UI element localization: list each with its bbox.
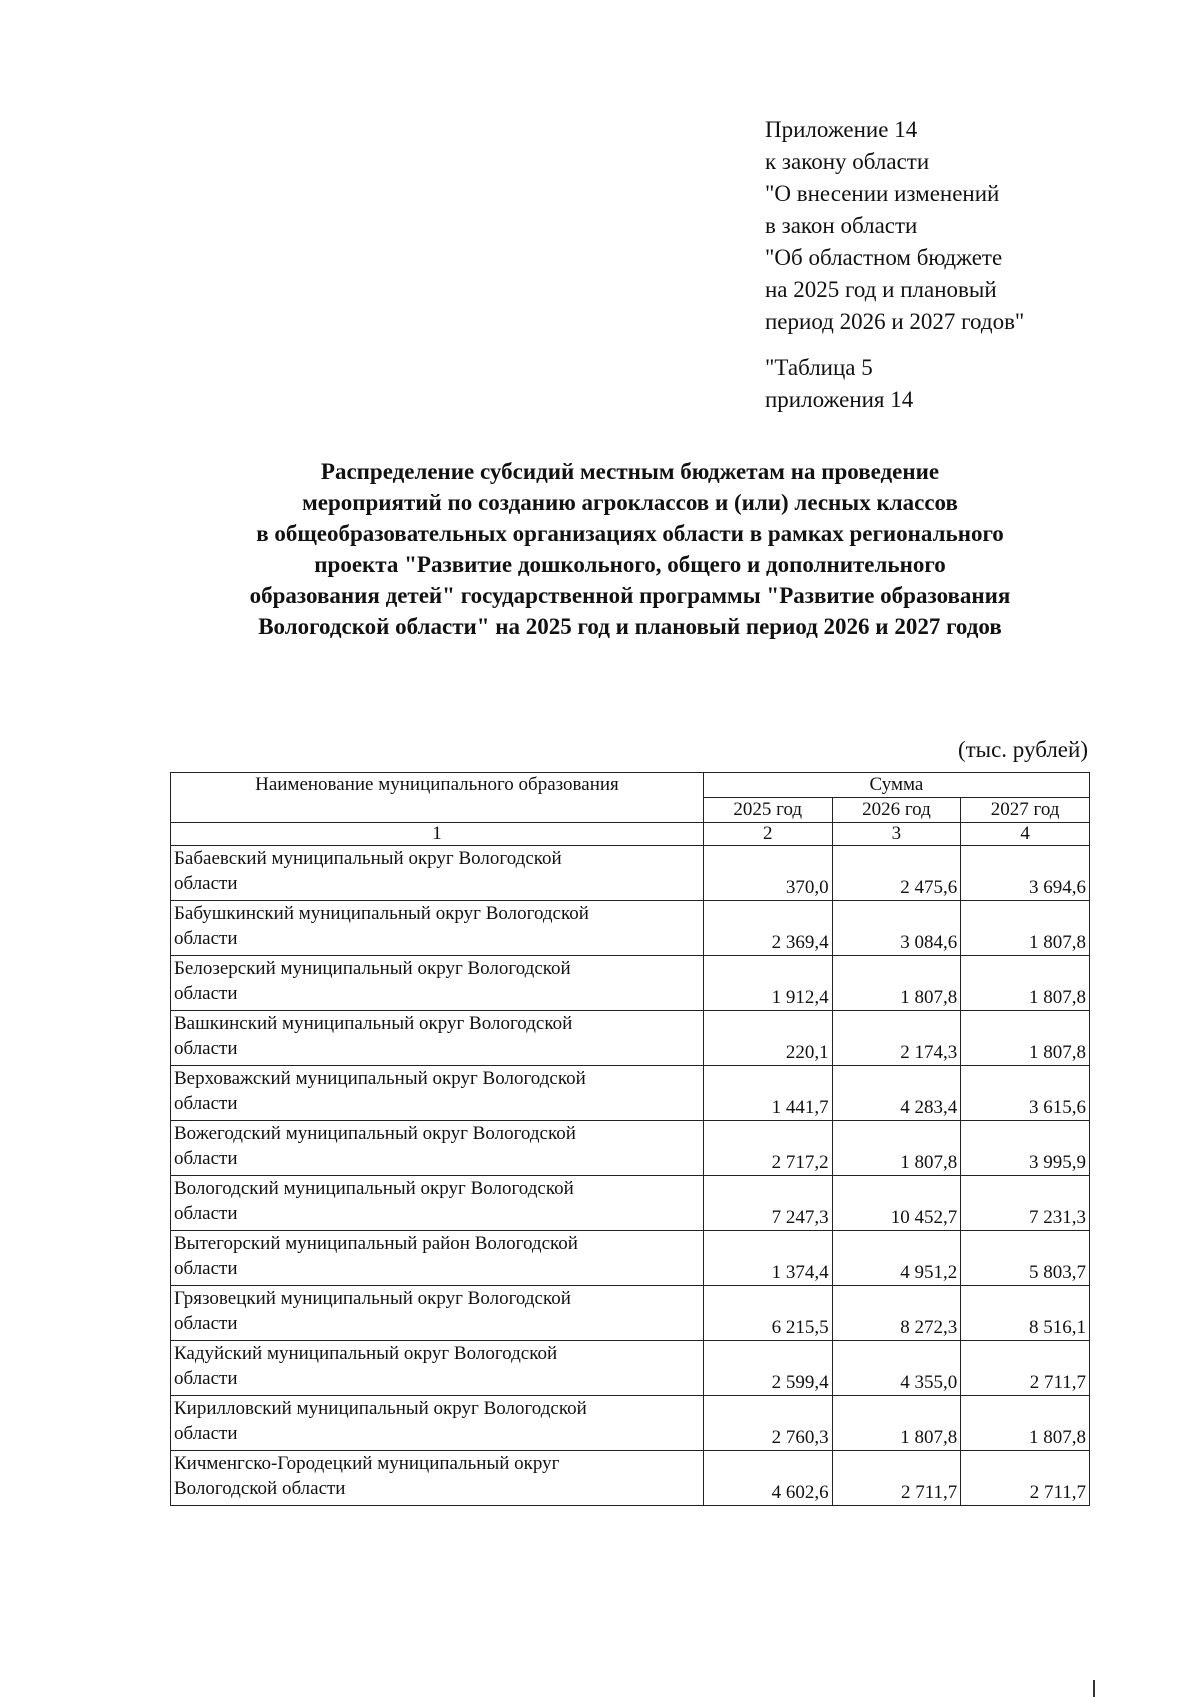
value-2025: 370,0 (703, 846, 832, 901)
value-2026: 4 951,2 (832, 1231, 961, 1286)
header-year-2027: 2027 год (961, 798, 1090, 823)
value-2027: 7 231,3 (961, 1176, 1090, 1231)
name-line: области (174, 1038, 238, 1059)
table-row (171, 1176, 1090, 1231)
table-reference-line: приложения 14 (765, 387, 914, 412)
title-line: Вологодской области" на 2025 год и плановый период 2026 и 2027 годов (258, 614, 1002, 639)
appendix-line: Приложение 14 (765, 117, 918, 142)
value-2027: 1 807,8 (961, 956, 1090, 1011)
municipality-name (171, 1011, 704, 1066)
value-2027: 8 516,1 (961, 1286, 1090, 1341)
appendix-header (765, 114, 1095, 338)
name-line: области (174, 1313, 238, 1334)
name-line: Верховажский муниципальный округ Вологодской (174, 1068, 586, 1089)
title-line: Распределение субсидий местным бюджетам на проведение (320, 459, 940, 484)
name-line: Вожегодский муниципальный округ Вологодской (174, 1123, 576, 1144)
value-2025: 6 215,5 (703, 1286, 832, 1341)
appendix-line: в закон области (765, 213, 918, 238)
scan-mark (1093, 1680, 1095, 1697)
table-row (171, 1066, 1090, 1121)
name-line: Бабаевский муниципальный округ Вологодской (174, 848, 562, 869)
column-index: 3 (832, 823, 961, 846)
name-line: Кадуйский муниципальный округ Вологодской (174, 1343, 558, 1364)
value-2025: 2 369,4 (703, 901, 832, 956)
value-2025: 2 760,3 (703, 1396, 832, 1451)
value-2027: 2 711,7 (961, 1341, 1090, 1396)
value-2025: 4 602,6 (703, 1451, 832, 1506)
subsidy-table (170, 772, 1090, 1506)
table-reference-line: "Таблица 5 (765, 355, 873, 380)
name-line: области (174, 1093, 238, 1114)
appendix-line: на 2025 год и плановый (765, 277, 997, 302)
value-2026: 3 084,6 (832, 901, 961, 956)
value-2027: 3 694,6 (961, 846, 1090, 901)
value-2025: 1 441,7 (703, 1066, 832, 1121)
municipality-name (171, 1231, 704, 1286)
value-2025: 2 599,4 (703, 1341, 832, 1396)
value-2026: 8 272,3 (832, 1286, 961, 1341)
value-2027: 1 807,8 (961, 901, 1090, 956)
table-row (171, 1286, 1090, 1341)
name-line: Грязовецкий муниципальный округ Вологодской (174, 1288, 571, 1309)
name-line: Кичменгско-Городецкий муниципальный округ (174, 1453, 560, 1474)
title-line: мероприятий по созданию агроклассов и (или) лесных классов (302, 490, 958, 515)
table-row (171, 846, 1090, 901)
value-2026: 4 283,4 (832, 1066, 961, 1121)
name-line: области (174, 1423, 238, 1444)
name-line: области (174, 1368, 238, 1389)
value-2026: 4 355,0 (832, 1341, 961, 1396)
name-line: Вологодский муниципальный округ Вологодской (174, 1178, 574, 1199)
value-2027: 3 995,9 (961, 1121, 1090, 1176)
value-2025: 220,1 (703, 1011, 832, 1066)
value-2026: 1 807,8 (832, 956, 961, 1011)
municipality-name (171, 1341, 704, 1396)
municipality-name (171, 956, 704, 1011)
value-2026: 2 711,7 (832, 1451, 961, 1506)
header-sum: Сумма (703, 773, 1089, 798)
column-index: 4 (961, 823, 1090, 846)
municipality-name (171, 1396, 704, 1451)
name-line: Белозерский муниципальный округ Вологодской (174, 958, 571, 979)
value-2027: 3 615,6 (961, 1066, 1090, 1121)
table-row (171, 1396, 1090, 1451)
name-line: Бабушкинский муниципальный округ Вологодской (174, 903, 589, 924)
name-line: Кирилловский муниципальный округ Вологодской (174, 1398, 587, 1419)
table-row (171, 1341, 1090, 1396)
value-2027: 2 711,7 (961, 1451, 1090, 1506)
value-2026: 1 807,8 (832, 1396, 961, 1451)
appendix-line: к закону области (765, 149, 930, 174)
value-2027: 1 807,8 (961, 1011, 1090, 1066)
units-label: (тыс. рублей) (957, 737, 1088, 762)
value-2025: 2 717,2 (703, 1121, 832, 1176)
value-2027: 1 807,8 (961, 1396, 1090, 1451)
name-line: области (174, 1148, 238, 1169)
value-2026: 2 174,3 (832, 1011, 961, 1066)
column-index: 2 (703, 823, 832, 846)
title-line: проекта "Развитие дошкольного, общего и дополнительного (314, 552, 946, 577)
document-title (140, 456, 1120, 642)
municipality-name (171, 1286, 704, 1341)
column-index: 1 (171, 823, 704, 846)
municipality-name (171, 901, 704, 956)
appendix-line: "О внесении изменений (765, 181, 1000, 206)
name-line: Вытегорский муниципальный район Вологодской (174, 1233, 578, 1254)
name-line: области (174, 1203, 238, 1224)
value-2025: 1 912,4 (703, 956, 832, 1011)
value-2027: 5 803,7 (961, 1231, 1090, 1286)
header-year-2025: 2025 год (703, 798, 832, 823)
municipality-name (171, 1451, 704, 1506)
value-2026: 2 475,6 (832, 846, 961, 901)
table-row (171, 901, 1090, 956)
appendix-line: период 2026 и 2027 годов" (765, 309, 1025, 334)
header-municipality: Наименование муниципального образования (171, 773, 704, 823)
appendix-line: "Об областном бюджете (765, 245, 1003, 270)
name-line: области (174, 928, 238, 949)
municipality-name (171, 1176, 704, 1231)
table-reference (765, 352, 1095, 416)
name-line: Вологодской области (174, 1478, 346, 1499)
table-row (171, 1451, 1090, 1506)
municipality-name (171, 1066, 704, 1121)
value-2025: 7 247,3 (703, 1176, 832, 1231)
name-line: области (174, 873, 238, 894)
value-2026: 10 452,7 (832, 1176, 961, 1231)
municipality-name (171, 846, 704, 901)
municipality-name (171, 1121, 704, 1176)
table-row (171, 1121, 1090, 1176)
title-line: в общеобразовательных организациях области в рамках регионального (256, 521, 1004, 546)
table-row (171, 956, 1090, 1011)
name-line: области (174, 983, 238, 1004)
value-2025: 1 374,4 (703, 1231, 832, 1286)
header-year-2026: 2026 год (832, 798, 961, 823)
title-line: образования детей" государственной программы "Развитие образования (249, 583, 1011, 608)
table-row (171, 1011, 1090, 1066)
value-2026: 1 807,8 (832, 1121, 961, 1176)
name-line: области (174, 1258, 238, 1279)
table-row (171, 1231, 1090, 1286)
name-line: Вашкинский муниципальный округ Вологодской (174, 1013, 573, 1034)
